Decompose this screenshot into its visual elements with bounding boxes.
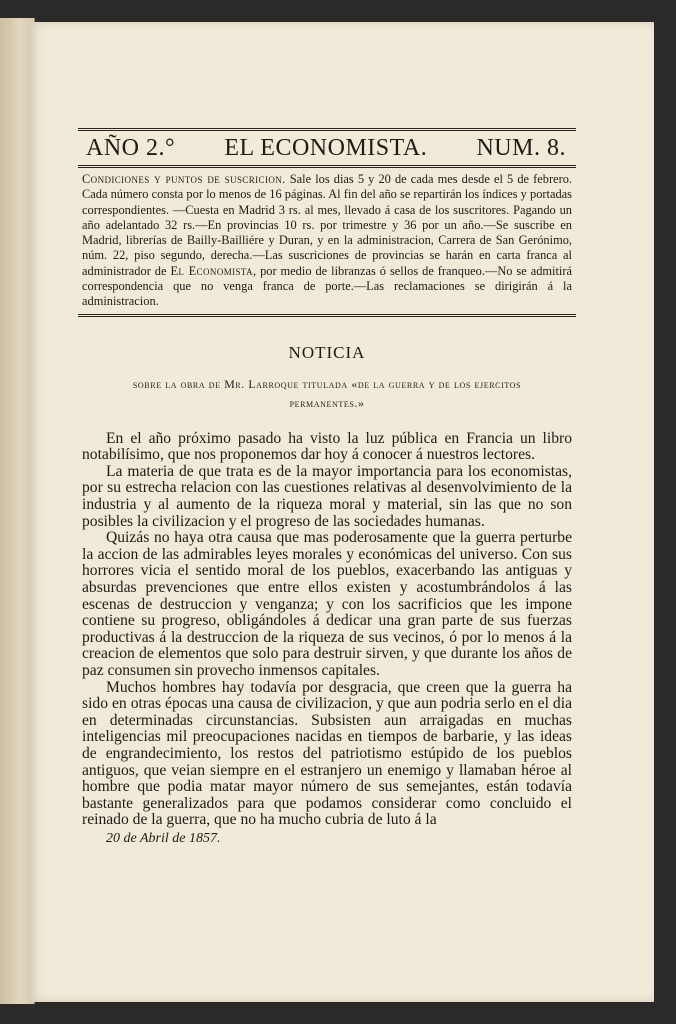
article-paragraph: Muchos hombres hay todavía por desgracia, que creen que la guerra ha sido en otras épocas una causa de civilizacion, y que aun podria serlo en el dia en determinadas circunstancias. Subsisten aun arraigadas en muchas inteligencias mil preocupaciones nacidas en tiempos de barbarie, y las ideas de engrandecimiento, los restos del patriotismo estúpido de los pueblos antiguos, que veian siempre en el estranjero un enemigo y llamaban héroe al hombre que podia matar mayor número de sus semejantes, están todavía bastante generalizados para que podamos considerar como concluido el reinado de la guerra, que no ha mucho cubria de luto á la [82,678,572,829]
page-content [78,128,576,847]
article-subtitle: sobre la obra de Mr. Larroque titulada «de la guerra y de los ejercitos permanentes.» [132,376,522,410]
issue-date: 20 de Abril de 1857. [106,830,221,846]
subscription-conditions [78,172,576,310]
article-headline: NOTICIA [288,342,366,362]
conditions-paper-name: El Economista [170,263,254,278]
masthead-year: AÑO 2.° [86,135,176,161]
conditions-text: Sale los dias 5 y 20 de cada mes desde el 5 de febrero. Cada número consta por lo menos de 16 páginas. Al fin del año se repartirán los índices y portadas correspondientes. —Cuesta en Madrid 3 rs. al mes, llevado á casa de los suscritores. Pagando un año adelantado 32 rs.—En provincias 10 rs. por trimestre y 36 por un año.—Se suscribe en Madrid, librerías de Bailly-Bailliére y Duran, y en la administracion, Carrera de San Gerónimo, núm. 22, piso segundo, derecha.—Las suscriciones de provincias se harán en carta franca al administrador de [82,172,572,278]
article-paragraph: Quizás no haya otra causa que mas poderosamente que la guerra perturbe la accion de las admirables leyes morales y económicas del universo. Con sus horrores vicia el sentido moral de los pueblos, exacerbando las antiguas y absurdas prevenciones que entre ellos existen y acostumbrándolos á las escenas de destruccion y venganza; y con los sacrificios que les impone contiene su progreso, obligándoles á dedicar una gran parte de sus fuerzas productivas á la destruccion de la riqueza de sus vecinos, ó por lo menos á la creacion de elementos que solo para destruir sirven, y que durante los años de paz consumen sin provecho inmensos capitales. [82,529,572,679]
article-body [78,431,576,829]
masthead-title: EL ECONOMISTA. [224,135,428,161]
section-divider [78,314,576,317]
masthead-number: NUM. 8. [476,135,566,161]
conditions-tail: , por medio de libranzas ó sellos de franqueo.—No se admitirá correspondencia que no venga franca de porte.—Las reclamaciones se dirigirán á la administracion. [82,263,572,309]
article-paragraph: En el año próximo pasado ha visto la luz pública en Francia un libro notabilísimo, que nos proponemos dar hoy á conocer á nuestros lectores. [82,429,572,464]
masthead-bottom-rule [78,165,576,168]
masthead [78,131,576,165]
newspaper-page [28,22,654,1002]
article-paragraph: La materia de que trata es de la mayor importancia para los economistas, por su estrecha relacion con las cuestiones relativas al desenvolvimiento de la industria y al aumento de la riqueza moral y material, sin las que no son posibles la civilizacion y el progreso de las sociedades humanas. [82,462,572,530]
conditions-lead: Condiciones y puntos de suscricion. [82,172,286,186]
